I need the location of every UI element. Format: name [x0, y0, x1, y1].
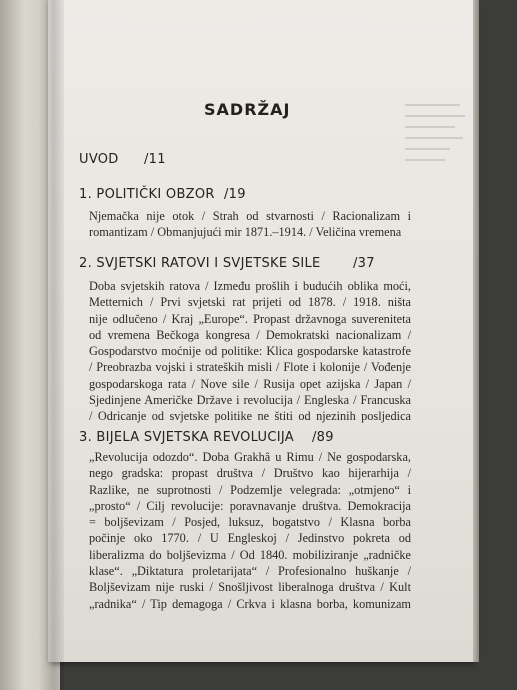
chapter-title: 3. BIJELA SVJETSKA REVOLUCIJA [79, 430, 294, 445]
chapter-page: /89 [312, 430, 334, 445]
summary-line: klase“. „Diktatura proletarijata“ / Profesionalno huškanje / [89, 564, 411, 579]
toc-chapter-2 [79, 256, 375, 271]
summary-line: „radnika“ / Tip demagoga / Crkva i klasna borba, komunizam [89, 596, 411, 611]
toc-entry-intro [79, 152, 166, 167]
toc-chapter-1 [79, 187, 246, 202]
summary-line: nego gradska: propast društva / Društvo kao hijerarhija / [89, 466, 411, 481]
summary-line: liberalizma do boljševizma / Od 1840. mobiliziranje „radničke [89, 547, 411, 562]
page-edge [473, 0, 479, 662]
toc-entry-label: UVOD [79, 152, 119, 167]
summary-line: „Revolucija odozdo“. Doba Grakhâ u Rimu / Ne gospodarska, [89, 450, 411, 464]
summary-line: „prosto“ / Cilj revolucije: poravnavanje društva. Demokracija [89, 498, 411, 513]
toc-chapter-3 [79, 430, 334, 445]
chapter-page: /37 [353, 256, 375, 271]
page-title: SADRŽAJ [204, 100, 291, 119]
summary-line: nije odlučeno / Kraj „Europe“. Propast državnoga suvereniteta [89, 311, 411, 326]
chapter-3-summary [89, 449, 411, 612]
summary-line: Njemačka nije otok / Strah od stvarnosti / Racionalizam i [89, 209, 411, 223]
summary-line: romantizam / Obmanjujući mir 1871.–1914. / Veličina vremena [89, 225, 402, 240]
show-through-text [405, 95, 465, 205]
chapter-2-summary [89, 278, 411, 425]
summary-line: Metternich / Prvi svjetski rat prijeti od 1878. / 1918. ništa [89, 295, 411, 310]
summary-line: = boljševizam / Posjed, luksuz, bogatstvo / Klasna borba [89, 515, 411, 530]
summary-line: od vremena Bečkoga kongresa / Demokratski nacionalizam / [89, 327, 411, 342]
chapter-page: /19 [224, 187, 246, 202]
summary-line: gospodarskoga rata / Nove sile / Rusija opet azijska / Japan / [89, 376, 411, 391]
chapter-1-summary [89, 208, 411, 241]
summary-line: Gospodarstvo moćnije od politike: Klica gospodarske katastrofe [89, 344, 411, 359]
summary-line: / Preobrazba vojski i strateških misli / Flote i kolonije / Vođenje [89, 360, 411, 375]
chapter-title: 1. POLITIČKI OBZOR [79, 187, 215, 202]
chapter-title: 2. SVJETSKI RATOVI I SVJETSKE SILE [79, 256, 321, 271]
summary-line: Sjedinjene Američke Države i revolucija / Engleska / Francuska [89, 393, 411, 408]
summary-line: / Odricanje od svjetske politike ne štiti od njezinih posljedica [89, 409, 411, 424]
summary-line: Doba svjetskih ratova / Između prošlih i budućih oblika moći, [89, 279, 411, 293]
book-gutter-shadow [38, 0, 64, 690]
summary-line: Razlike, ne suprotnosti / Podzemlje velegrada: „otmjeno“ i [89, 482, 411, 497]
summary-line: počinje oko 1770. / U Engleskoj / Jedinstvo pokreta od [89, 531, 411, 546]
toc-entry-page: /11 [144, 152, 166, 167]
summary-line: Boljševizam nije ruski / Snošljivost liberalnoga društva / Kult [89, 580, 411, 595]
